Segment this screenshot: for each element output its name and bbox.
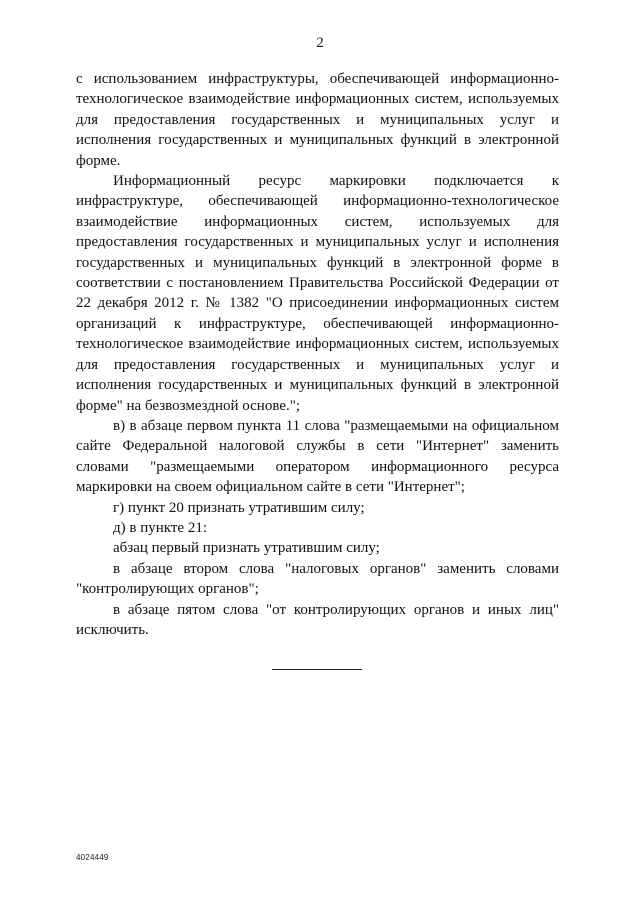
paragraph-information-resource: Информационный ресурс маркировки подключается к инфраструктуре, обеспечивающей информационно-технологическое взаимодействие информационных систем, используемых для предоставления государственных и муниципальных услуг и исполнения государственных и муниципальных функций в электронной форме в соответствии с постановлением Правительства Российской Федерации от 22 декабря 2012 г. № 1382 "О присоединении информационных систем организаций к инфраструктуре, обеспечивающей информационно-технологическое взаимодействие информационных систем, используемых для предоставления государственных и муниципальных услуг и исполнения государственных и муниципальных функций в электронной форме" на безвозмездной основе.";	[76, 173, 559, 414]
paragraph-item-v: в) в абзаце первом пункта 11 слова "размещаемыми на официальном сайте Федеральной налоговой службы в сети "Интернет" заменить словами "размещаемыми оператором информационного ресурса маркировки на своем официальном сайте в сети "Интернет";	[76, 417, 559, 496]
paragraph-item-g: г) пункт 20 признать утратившим силу;	[113, 499, 365, 516]
paragraph-second-abzac: в абзаце втором слова "налоговых органов" заменить словами "контролирующих органов";	[76, 560, 559, 598]
paragraph-item-d: д) в пункте 21:	[113, 519, 207, 536]
document-code: 4024449	[76, 853, 109, 862]
end-separator-line	[272, 669, 362, 670]
document-body	[76, 69, 559, 640]
paragraph-fifth-abzac: в абзаце пятом слова "от контролирующих органов и иных лиц" исключить.	[76, 601, 559, 638]
paragraph-continuation: с использованием инфраструктуры, обеспечивающей информационно-технологическое взаимодействие информационных систем, используемых для предоставления государственных и муниципальных услуг и исполнения государственных и муниципальных функций в электронной форме.	[76, 71, 559, 169]
page-number: 2	[316, 35, 324, 51]
paragraph-first-abzac: абзац первый признать утратившим силу;	[113, 540, 380, 557]
